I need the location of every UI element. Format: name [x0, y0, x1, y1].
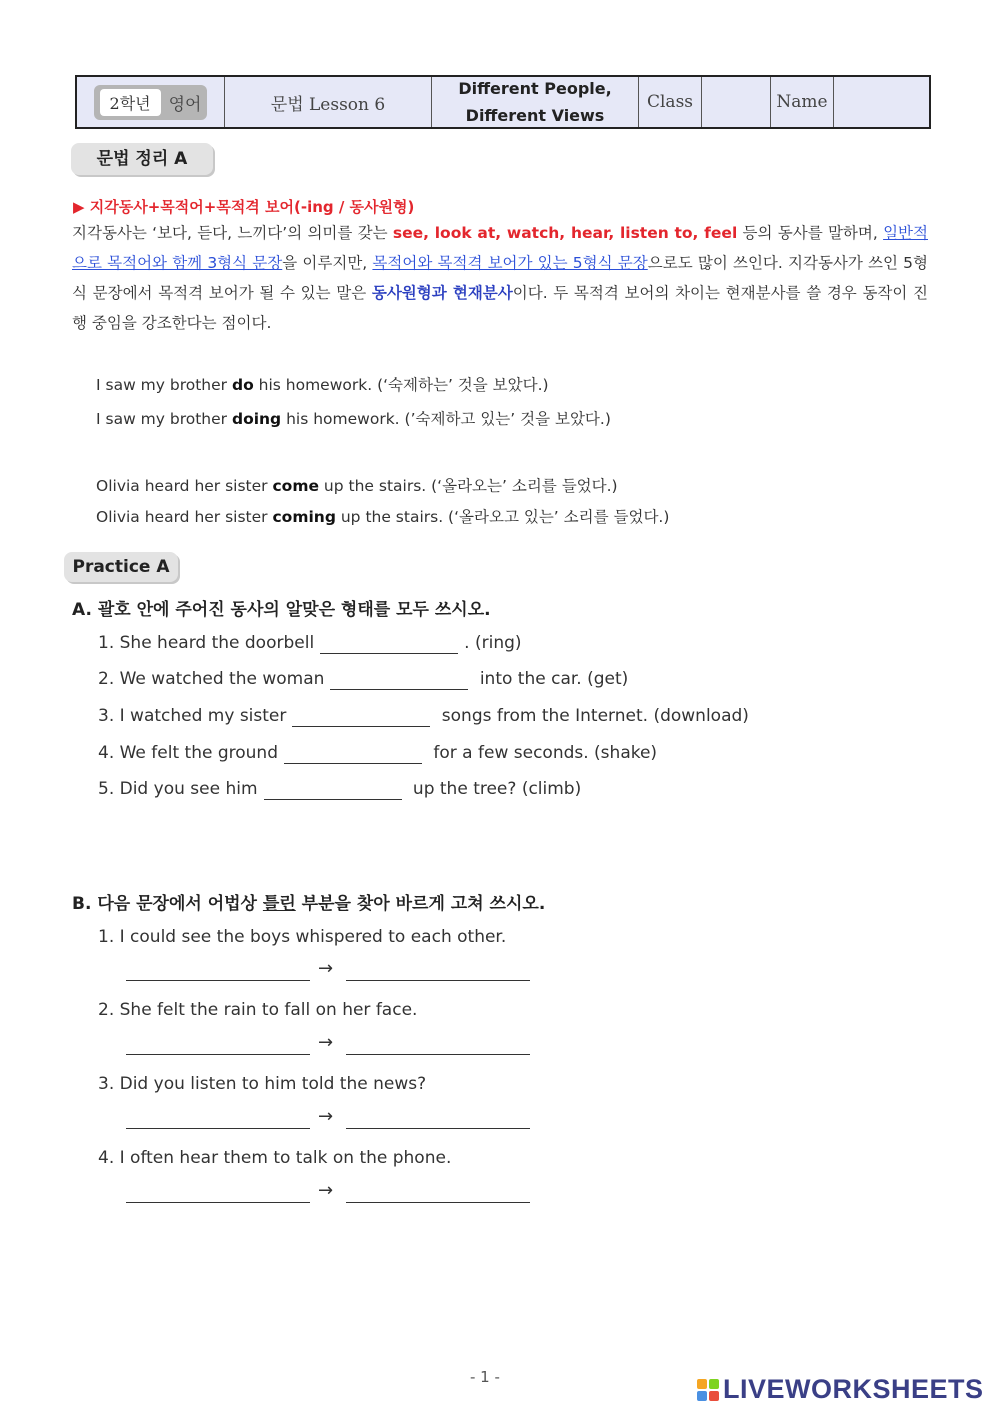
example-sentence-4: Olivia heard her sister coming up the stairs. (‘올라오고 있는’ 소리를 들었다.)	[96, 508, 670, 526]
lesson-title-cell	[432, 77, 639, 127]
name-label-cell	[771, 77, 834, 127]
rule-title: ▶ 지각동사+목적어+목적격 보어(-ing / 동사원형)	[73, 198, 415, 216]
example-sentence-3: Olivia heard her sister come up the stairs. (‘올라오는’ 소리를 들었다.)	[96, 477, 618, 495]
answer-blank[interactable]	[330, 671, 468, 690]
header-table	[75, 75, 931, 129]
correction-row-2	[126, 1032, 530, 1056]
grammar-explanation	[72, 218, 928, 338]
practice-a-item-1: 1. She heard the doorbell . (ring)	[98, 633, 522, 653]
logo-grid-icon	[697, 1379, 719, 1401]
explanation-text-4: 으로도 많이 쓰인다. 지각동사가 쓰인 5형식 문장에서 목적격 보어가 될 수 있는 말은	[72, 254, 928, 302]
practice-a-item-3: 3. I watched my sister songs from the Internet. (download)	[98, 706, 749, 726]
practice-a-item-2: 2. We watched the woman into the car. (get)	[98, 669, 629, 689]
class-label: Class	[646, 92, 694, 112]
arrow-icon: →	[318, 1032, 334, 1053]
lesson-cell	[225, 77, 432, 127]
arrow-icon: →	[318, 1180, 334, 1201]
practice-b-heading: B. 다음 문장에서 어법상 틀린 부분을 찾아 바르게 고쳐 쓰시오.	[72, 894, 546, 914]
name-label: Name	[776, 92, 828, 112]
practice-tag: Practice A	[64, 552, 178, 582]
brand-name: LIVEWORKSHEETS	[723, 1374, 984, 1404]
grade-box	[94, 85, 208, 120]
example-sentence-2: I saw my brother doing his homework. (’숙제하고 있는’ 것을 보았다.)	[96, 410, 611, 428]
lesson-label: 문법 Lesson 6	[270, 94, 386, 115]
class-label-cell	[639, 77, 702, 127]
pattern-5-text: 목적어와 목적격 보어가 있는 5형식 문장	[372, 254, 648, 272]
answer-blank[interactable]	[264, 781, 402, 800]
page-number: - 1 -	[470, 1368, 500, 1386]
correction-blank[interactable]	[346, 1054, 530, 1055]
correction-blank[interactable]	[346, 1202, 530, 1203]
verb-list: see, look at, watch, hear, listen to, feel	[392, 224, 738, 242]
explanation-text-2: 등의 동사를 말하며,	[737, 224, 884, 242]
correction-blank[interactable]	[346, 1128, 530, 1129]
wrong-part-blank[interactable]	[126, 980, 310, 981]
wrong-part-blank[interactable]	[126, 1202, 310, 1203]
explanation-text-5: 이다. 두 목적격 보어의 차이는 현재분사를 쓸 경우 동작이 진행 중임을 강조한다는 점이다.	[72, 284, 928, 332]
lesson-title-line2: Different Views	[465, 106, 605, 125]
lesson-title-line1: Different People,	[458, 79, 612, 98]
arrow-icon: →	[318, 958, 334, 979]
explanation-text-3: 을 이루지만,	[282, 254, 373, 272]
grade-cell	[77, 77, 225, 127]
grade-label: 2학년	[100, 89, 161, 116]
explanation-text-1: 지각동사는 ‘보다, 듣다, 느끼다’의 의미를 갖는	[72, 224, 393, 242]
pattern-3-text: 일반적으로 목적어와 함께 3형식 문장	[72, 224, 928, 272]
answer-blank[interactable]	[284, 745, 422, 764]
correction-row-4	[126, 1180, 530, 1204]
subject-label: 영어	[168, 94, 202, 115]
liveworksheets-logo[interactable]	[697, 1374, 984, 1405]
arrow-icon: →	[318, 1106, 334, 1127]
correction-row-1	[126, 958, 530, 982]
answer-blank[interactable]	[320, 635, 458, 654]
practice-b-item-4: 4. I often hear them to talk on the phone.	[98, 1148, 452, 1168]
name-input-cell[interactable]	[834, 77, 929, 127]
correction-row-3	[126, 1106, 530, 1130]
answer-blank[interactable]	[292, 708, 430, 727]
practice-b-item-3: 3. Did you listen to him told the news?	[98, 1074, 427, 1094]
practice-a-heading: A. 괄호 안에 주어진 동사의 알맞은 형태를 모두 쓰시오.	[72, 600, 491, 620]
practice-a-item-5: 5. Did you see him up the tree? (climb)	[98, 779, 582, 799]
wrong-part-blank[interactable]	[126, 1128, 310, 1129]
complement-forms: 동사원형과 현재분사	[371, 284, 513, 302]
correction-blank[interactable]	[346, 980, 530, 981]
class-input-cell[interactable]	[702, 77, 771, 127]
wrong-part-blank[interactable]	[126, 1054, 310, 1055]
example-sentence-1: I saw my brother do his homework. (‘숙제하는’ 것을 보았다.)	[96, 376, 549, 394]
grammar-summary-tag: 문법 정리 A	[71, 143, 213, 175]
practice-b-item-2: 2. She felt the rain to fall on her face.	[98, 1000, 418, 1020]
practice-a-item-4: 4. We felt the ground for a few seconds. (shake)	[98, 743, 658, 763]
practice-b-item-1: 1. I could see the boys whispered to each other.	[98, 927, 507, 947]
